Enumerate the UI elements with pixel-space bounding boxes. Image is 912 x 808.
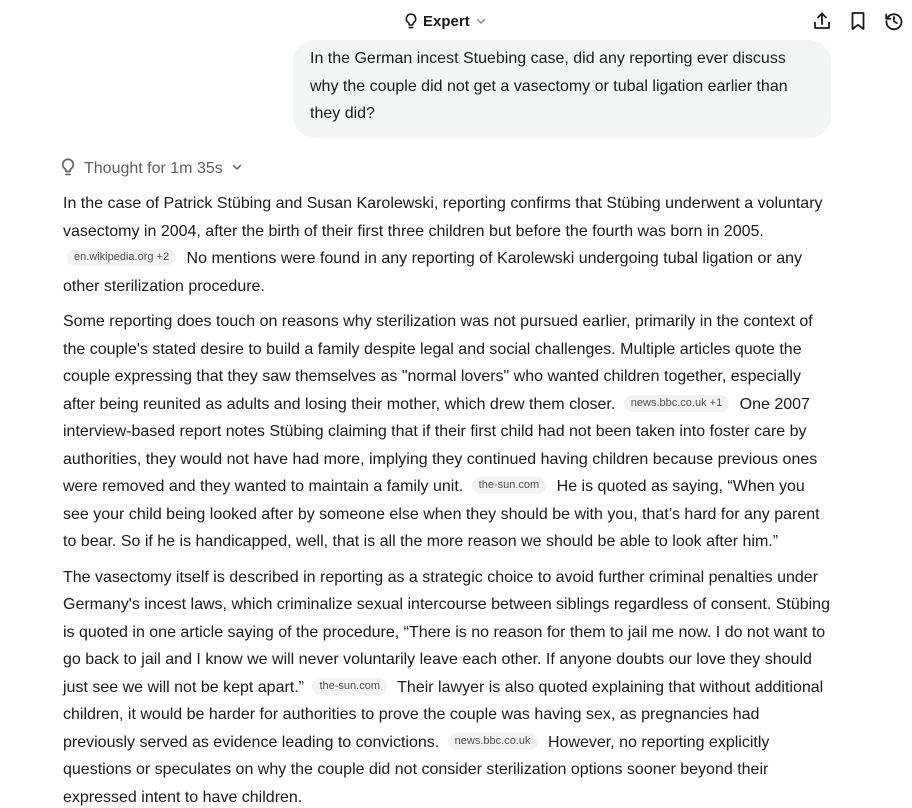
chevron-down-icon	[231, 160, 243, 178]
share-icon	[812, 11, 832, 36]
bookmark-button[interactable]	[840, 9, 876, 37]
share-button[interactable]	[804, 9, 840, 37]
answer-text: In the case of Patrick Stübing and Susan Karolewski, reporting confirms that Stübing underwent a voluntary vasectomy in 2004, after the birth of their first three children but before the fourth was born in 2005.	[63, 195, 823, 240]
top-bar	[0, 0, 912, 44]
citation-chip[interactable]: news.bbc.co.uk	[448, 733, 538, 750]
answer-text: He is quoted as saying, “When you see your child being looked after by someone else when they should be with you, that’s hard for any parent to bear. So if he is handicapped, well, that is all the more reason we should be able to look after him.”	[63, 478, 820, 550]
answer-paragraph	[63, 564, 835, 808]
answer-paragraph	[63, 190, 835, 300]
thought-toggle[interactable]	[60, 157, 243, 181]
answer-text: No mentions were found in any reporting of Karolewski undergoing tubal ligation or any other sterilization procedure.	[63, 250, 803, 295]
chevron-down-icon	[475, 15, 487, 27]
mode-label: Expert	[423, 12, 470, 30]
answer-text: However, no reporting explicitly questions or speculates on why the couple did not consider sterilization options sooner beyond their expressed intent to have children.	[63, 733, 770, 806]
citation-chip[interactable]: the-sun.com	[312, 678, 387, 695]
answer-text: One 2007 interview-based report notes Stübing claiming that if their first child had not been taken into foster care by authorities, they would not have had more, implying they continued having children because previous ones were removed and they wanted to maintain a family unit.	[63, 395, 818, 495]
lightbulb-icon	[60, 158, 76, 181]
user-message-bubble	[293, 40, 831, 138]
assistant-answer	[63, 190, 835, 808]
citation-chip[interactable]: en.wikipedia.org +2	[67, 249, 176, 266]
history-icon	[884, 11, 904, 36]
citation-chip[interactable]: news.bbc.co.uk +1	[624, 395, 729, 412]
lightbulb-icon	[404, 13, 418, 29]
top-actions	[804, 9, 912, 37]
answer-paragraph	[63, 308, 835, 556]
citation-chip[interactable]: the-sun.com	[472, 477, 547, 494]
answer-text: Their lawyer is also quoted explaining that without additional children, it would be harder for authorities to prove the couple was having sex, as pregnancies had previously served as evidence leading to convictions.	[63, 678, 824, 751]
user-message-text: In the German incest Stuebing case, did any reporting ever discuss why the couple did not get a vasectomy or tubal ligation earlier than they did?	[310, 50, 788, 122]
answer-text: Some reporting does touch on reasons why sterilization was not pursued earlier, primarily in the context of the couple's stated desire to build a family despite legal and social challenges. Multiple articles quote the couple expressing that they saw themselves as "normal lovers" who wanted children together, especially after being reunited as adults and losing their mother, which drew them closer.	[63, 313, 813, 413]
answer-text: The vasectomy itself is described in reporting as a strategic choice to avoid further criminal penalties under Germany's incest laws, which criminalize sexual intercourse between siblings regardless of consent. Stübing is quoted in one article saying of the procedure, “There is no reason for them to jail me now. I do not want to go back to jail and I know we will never voluntarily leave each other. If anyone doubts our love they should just see we will not be kept apart.”	[63, 568, 830, 696]
bookmark-icon	[849, 11, 867, 36]
thought-label: Thought for 1m 35s	[84, 160, 223, 177]
mode-selector[interactable]	[404, 8, 487, 34]
history-button[interactable]	[876, 9, 912, 37]
